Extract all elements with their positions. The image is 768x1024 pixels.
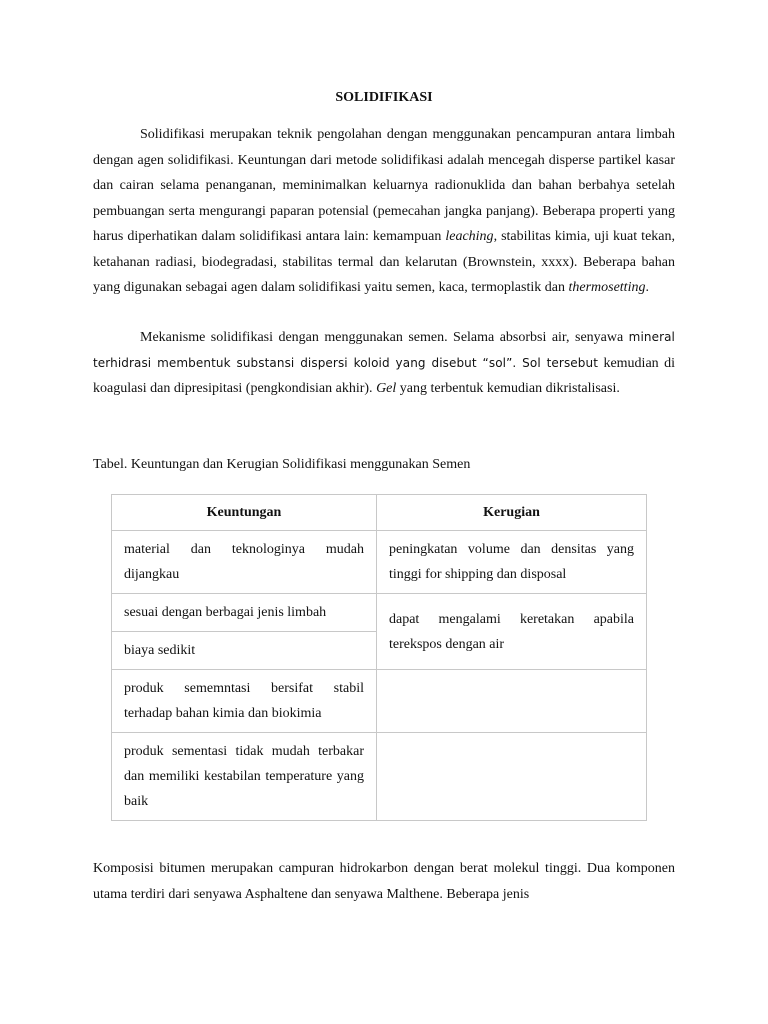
italic-term-leaching: leaching	[445, 229, 494, 244]
paragraph-text: , stabilitas kimia, uji kuat tekan, ketahanan radiasi, biodegradasi, stabilitas termal dan kelarutan (Brownstein, xxxx). Beberapa bahan yang digunakan sebagai agen dalam solidifikasi yaitu semen, kaca, termoplastik dan	[93, 229, 675, 295]
paragraph-mekanisme	[93, 325, 675, 402]
table-cell-kerugian: dapat mengalami keretakan apabila terekspos dengan air	[377, 594, 647, 670]
paragraph-bitumen: Komposisi bitumen merupakan campuran hidrokarbon dengan berat molekul tinggi. Dua komponen utama terdiri dari senyawa Asphaltene dan senyawa Malthene. Beberapa jenis	[93, 861, 675, 902]
table-cell-kerugian: peningkatan volume dan densitas yang tinggi for shipping dan disposal	[377, 531, 647, 594]
table-header-keuntungan: Keuntungan	[112, 495, 377, 531]
paragraph-text: .	[645, 280, 649, 295]
table-row	[112, 670, 647, 733]
comparison-table	[111, 494, 647, 821]
table-cell-keuntungan: produk sementasi tidak mudah terbakar dan memiliki kestabilan temperature yang baik	[112, 733, 377, 821]
paragraph-text: kemudian di koagulasi dan dipresipitasi (pengkondisian akhir).	[93, 355, 675, 396]
table-row	[112, 733, 647, 821]
table-row	[112, 594, 647, 632]
paragraph-text: Solidifikasi merupakan teknik pengolahan dengan menggunakan pencampuran antara limbah dengan agen solidifikasi. Keuntungan dari metode solidifikasi adalah mencegah disperse partikel kasar dan cairan selama penanganan, meminimalkan keluarnya radionuklida dan bahan berbahya setelah pembuangan serta mengurangi paparan potensial (pemecahan jangka panjang). Beberapa properti yang harus diperhatikan dalam solidifikasi antara lain: kemampuan	[93, 127, 675, 244]
italic-term-thermosetting: thermosetting	[568, 280, 646, 295]
table-header-kerugian: Kerugian	[377, 495, 647, 531]
table-row	[112, 531, 647, 594]
table-header-row	[112, 495, 647, 531]
italic-term-gel: Gel	[376, 381, 397, 396]
table-cell-keuntungan: produk sememntasi bersifat stabil terhadap bahan kimia dan biokimia	[112, 670, 377, 733]
table-cell-keuntungan: material dan teknologinya mudah dijangkau	[112, 531, 377, 594]
paragraph-text: yang terbentuk kemudian dikristalisasi.	[396, 381, 620, 396]
table-caption: Tabel. Keuntungan dan Kerugian Solidifikasi menggunakan Semen	[93, 457, 471, 472]
table-cell-empty	[377, 670, 647, 733]
paragraph-text: Mekanisme solidifikasi dengan menggunakan semen. Selama absorbsi air, senyawa	[140, 330, 629, 345]
paragraph-text-alt-font: mineral terhidrasi membentuk substansi dispersi koloid yang disebut “sol”. Sol tersebut	[93, 330, 675, 370]
table-cell-empty	[377, 733, 647, 821]
paragraph-solidifikasi	[93, 122, 675, 301]
table-cell-keuntungan: sesuai dengan berbagai jenis limbah	[112, 594, 377, 632]
table-cell-keuntungan: biaya sedikit	[112, 632, 377, 670]
document-title: SOLIDIFIKASI	[335, 90, 433, 105]
